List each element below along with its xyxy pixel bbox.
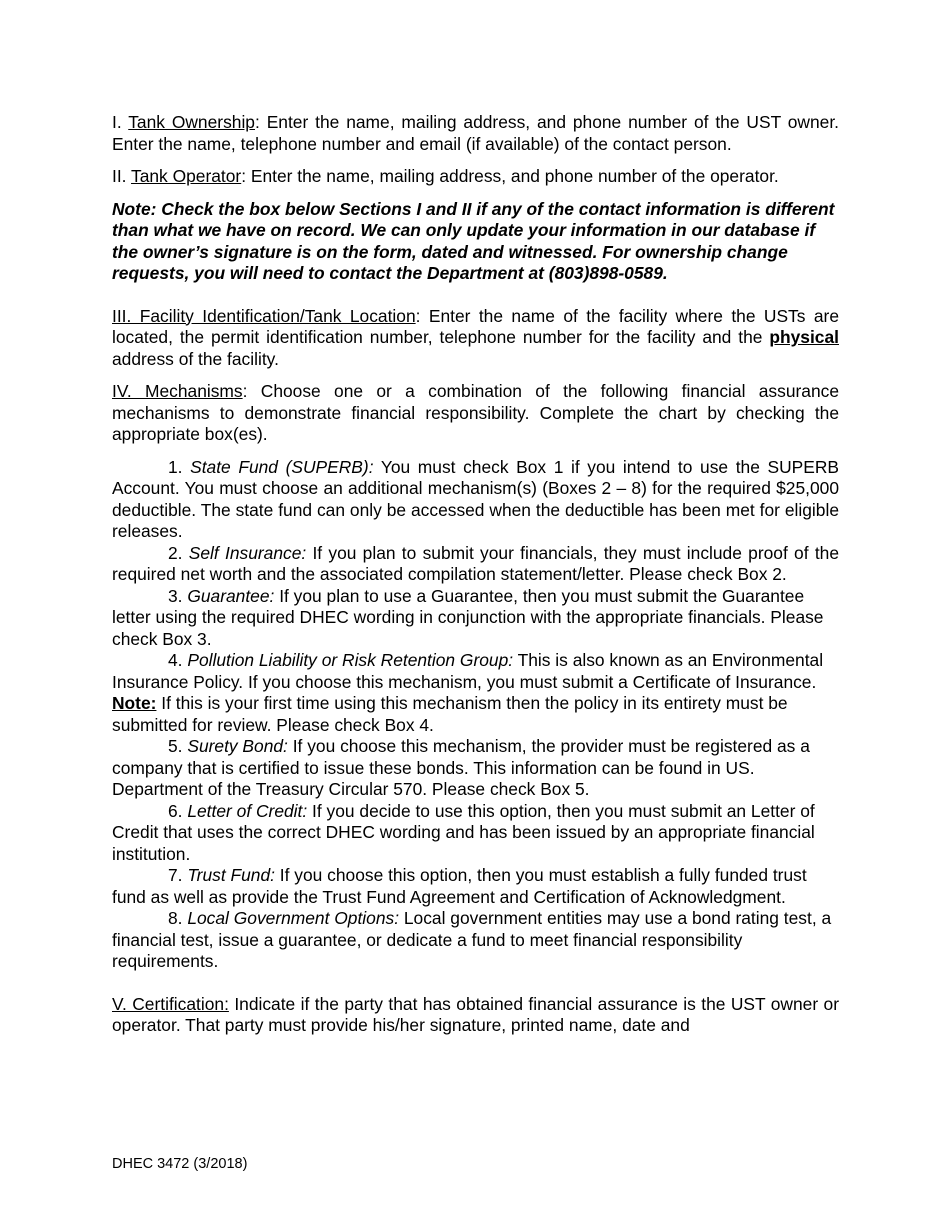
- item-text: If you choose this option, then you must establish a fully funded trust fund as well as provide the Trust Fund Agreement and Certification of Acknowledgment.: [112, 865, 807, 907]
- section-prefix: I.: [112, 112, 129, 132]
- item-title: Local Government Options:: [187, 908, 400, 928]
- item-number: 1.: [168, 456, 191, 477]
- item-number: 7.: [168, 865, 188, 885]
- item-number: 5.: [168, 736, 188, 756]
- mechanism-item-self-insurance: [112, 543, 839, 586]
- mechanism-item-trust-fund: [112, 865, 839, 908]
- section-certification: [112, 994, 839, 1037]
- form-footer: DHEC 3472 (3/2018): [112, 1156, 248, 1172]
- section-text: Indicate if the party that has obtained financial assurance is the UST owner or operator. That party must provide his/her signature, printed name, date and: [112, 993, 839, 1035]
- item-title: Trust Fund:: [187, 865, 275, 885]
- note-label: Note:: [112, 693, 157, 713]
- section-prefix: II.: [112, 166, 132, 186]
- section-text: : Choose one or a combination of the following financial assurance mechanisms to demonstrate financial responsibility. Complete the chart by checking the appropriate box(es).: [112, 381, 839, 444]
- contact-update-note: Note: Check the box below Sections I and II if any of the contact information is different than what we have on record. We can only update your information in our database if the owner’s signature is on the form, dated and witnessed. For ownership change requests, you will need to contact the Department at (803)898-0589.: [112, 198, 835, 283]
- item-number: 8.: [168, 908, 188, 928]
- document-body: [112, 112, 839, 1037]
- item-title: Guarantee:: [187, 585, 275, 606]
- mechanism-item-state-fund: [112, 457, 839, 543]
- item-text: If you plan to use a Guarantee, then you must submit the Guarantee letter using the required DHEC wording in conjunction with the appropriate financials. Please check Box 3.: [112, 585, 824, 649]
- section-text: address of the facility.: [112, 348, 279, 369]
- section-mechanisms: [112, 381, 839, 446]
- item-text: If you plan to submit your financials, they must include proof of the required net worth and the associated compilation statement/letter. Please check Box 2.: [112, 542, 839, 584]
- mechanism-item-surety-bond: [112, 736, 839, 801]
- section-heading: Tank Operator: [131, 166, 242, 186]
- section-heading: III. Facility Identification/Tank Location: [112, 305, 416, 326]
- section-heading: V. Certification:: [112, 993, 229, 1014]
- item-text: This is also known as an Environmental Insurance Policy. If you choose this mechanism, you must submit a Certificate of Insurance.: [112, 650, 824, 692]
- mechanism-item-pollution-liability: [112, 650, 839, 736]
- item-number: 3.: [168, 585, 188, 606]
- item-text: Local government entities may use a bond rating test, a financial test, issue a guarantee, or dedicate a fund to meet financial responsibility requirements.: [112, 908, 832, 971]
- emphasis-physical: physical: [769, 327, 839, 347]
- mechanism-item-letter-of-credit: [112, 801, 839, 866]
- item-number: 4.: [168, 650, 188, 670]
- mechanism-item-local-government: [112, 908, 839, 973]
- item-title: Self Insurance:: [188, 542, 307, 563]
- section-text: : Enter the name, mailing address, and phone number of the UST owner. Enter the name, telephone number and email (if available) of the contact person.: [112, 112, 839, 154]
- item-number: 6.: [168, 800, 188, 821]
- section-text: : Enter the name of the facility where the USTs are located, the permit identification number, telephone number for the facility and the: [112, 305, 839, 347]
- section-heading: IV. Mechanisms: [112, 381, 243, 401]
- item-title: State Fund (SUPERB):: [190, 456, 374, 477]
- item-text: If you choose this mechanism, the provider must be registered as a company that is certified to issue these bonds. This information can be found in US. Department of the Treasury Circular 570. Please check Box 5.: [112, 736, 810, 799]
- section-tank-ownership: [112, 112, 839, 155]
- mechanism-item-guarantee: [112, 586, 839, 651]
- item-title: Letter of Credit:: [187, 800, 308, 821]
- section-heading: Tank Ownership: [128, 112, 255, 132]
- item-title: Pollution Liability or Risk Retention Group:: [187, 650, 514, 670]
- section-facility-identification: [112, 306, 839, 371]
- section-tank-operator: [112, 166, 839, 188]
- item-number: 2.: [168, 542, 189, 563]
- item-text: If you decide to use this option, then you must submit an Letter of Credit that uses the correct DHEC wording and has been issued by an appropriate financial institution.: [112, 800, 815, 864]
- section-text: : Enter the name, mailing address, and phone number of the operator.: [241, 166, 779, 186]
- item-text: You must check Box 1 if you intend to use the SUPERB Account. You must choose an additional mechanism(s) (Boxes 2 – 8) for the required $25,000 deductible. The state fund can only be accessed when the deductible has been met for eligible releases.: [112, 456, 839, 541]
- item-text: If this is your first time using this mechanism then the policy in its entirety must be submitted for review. Please check Box 4.: [112, 693, 788, 735]
- item-title: Surety Bond:: [187, 736, 288, 756]
